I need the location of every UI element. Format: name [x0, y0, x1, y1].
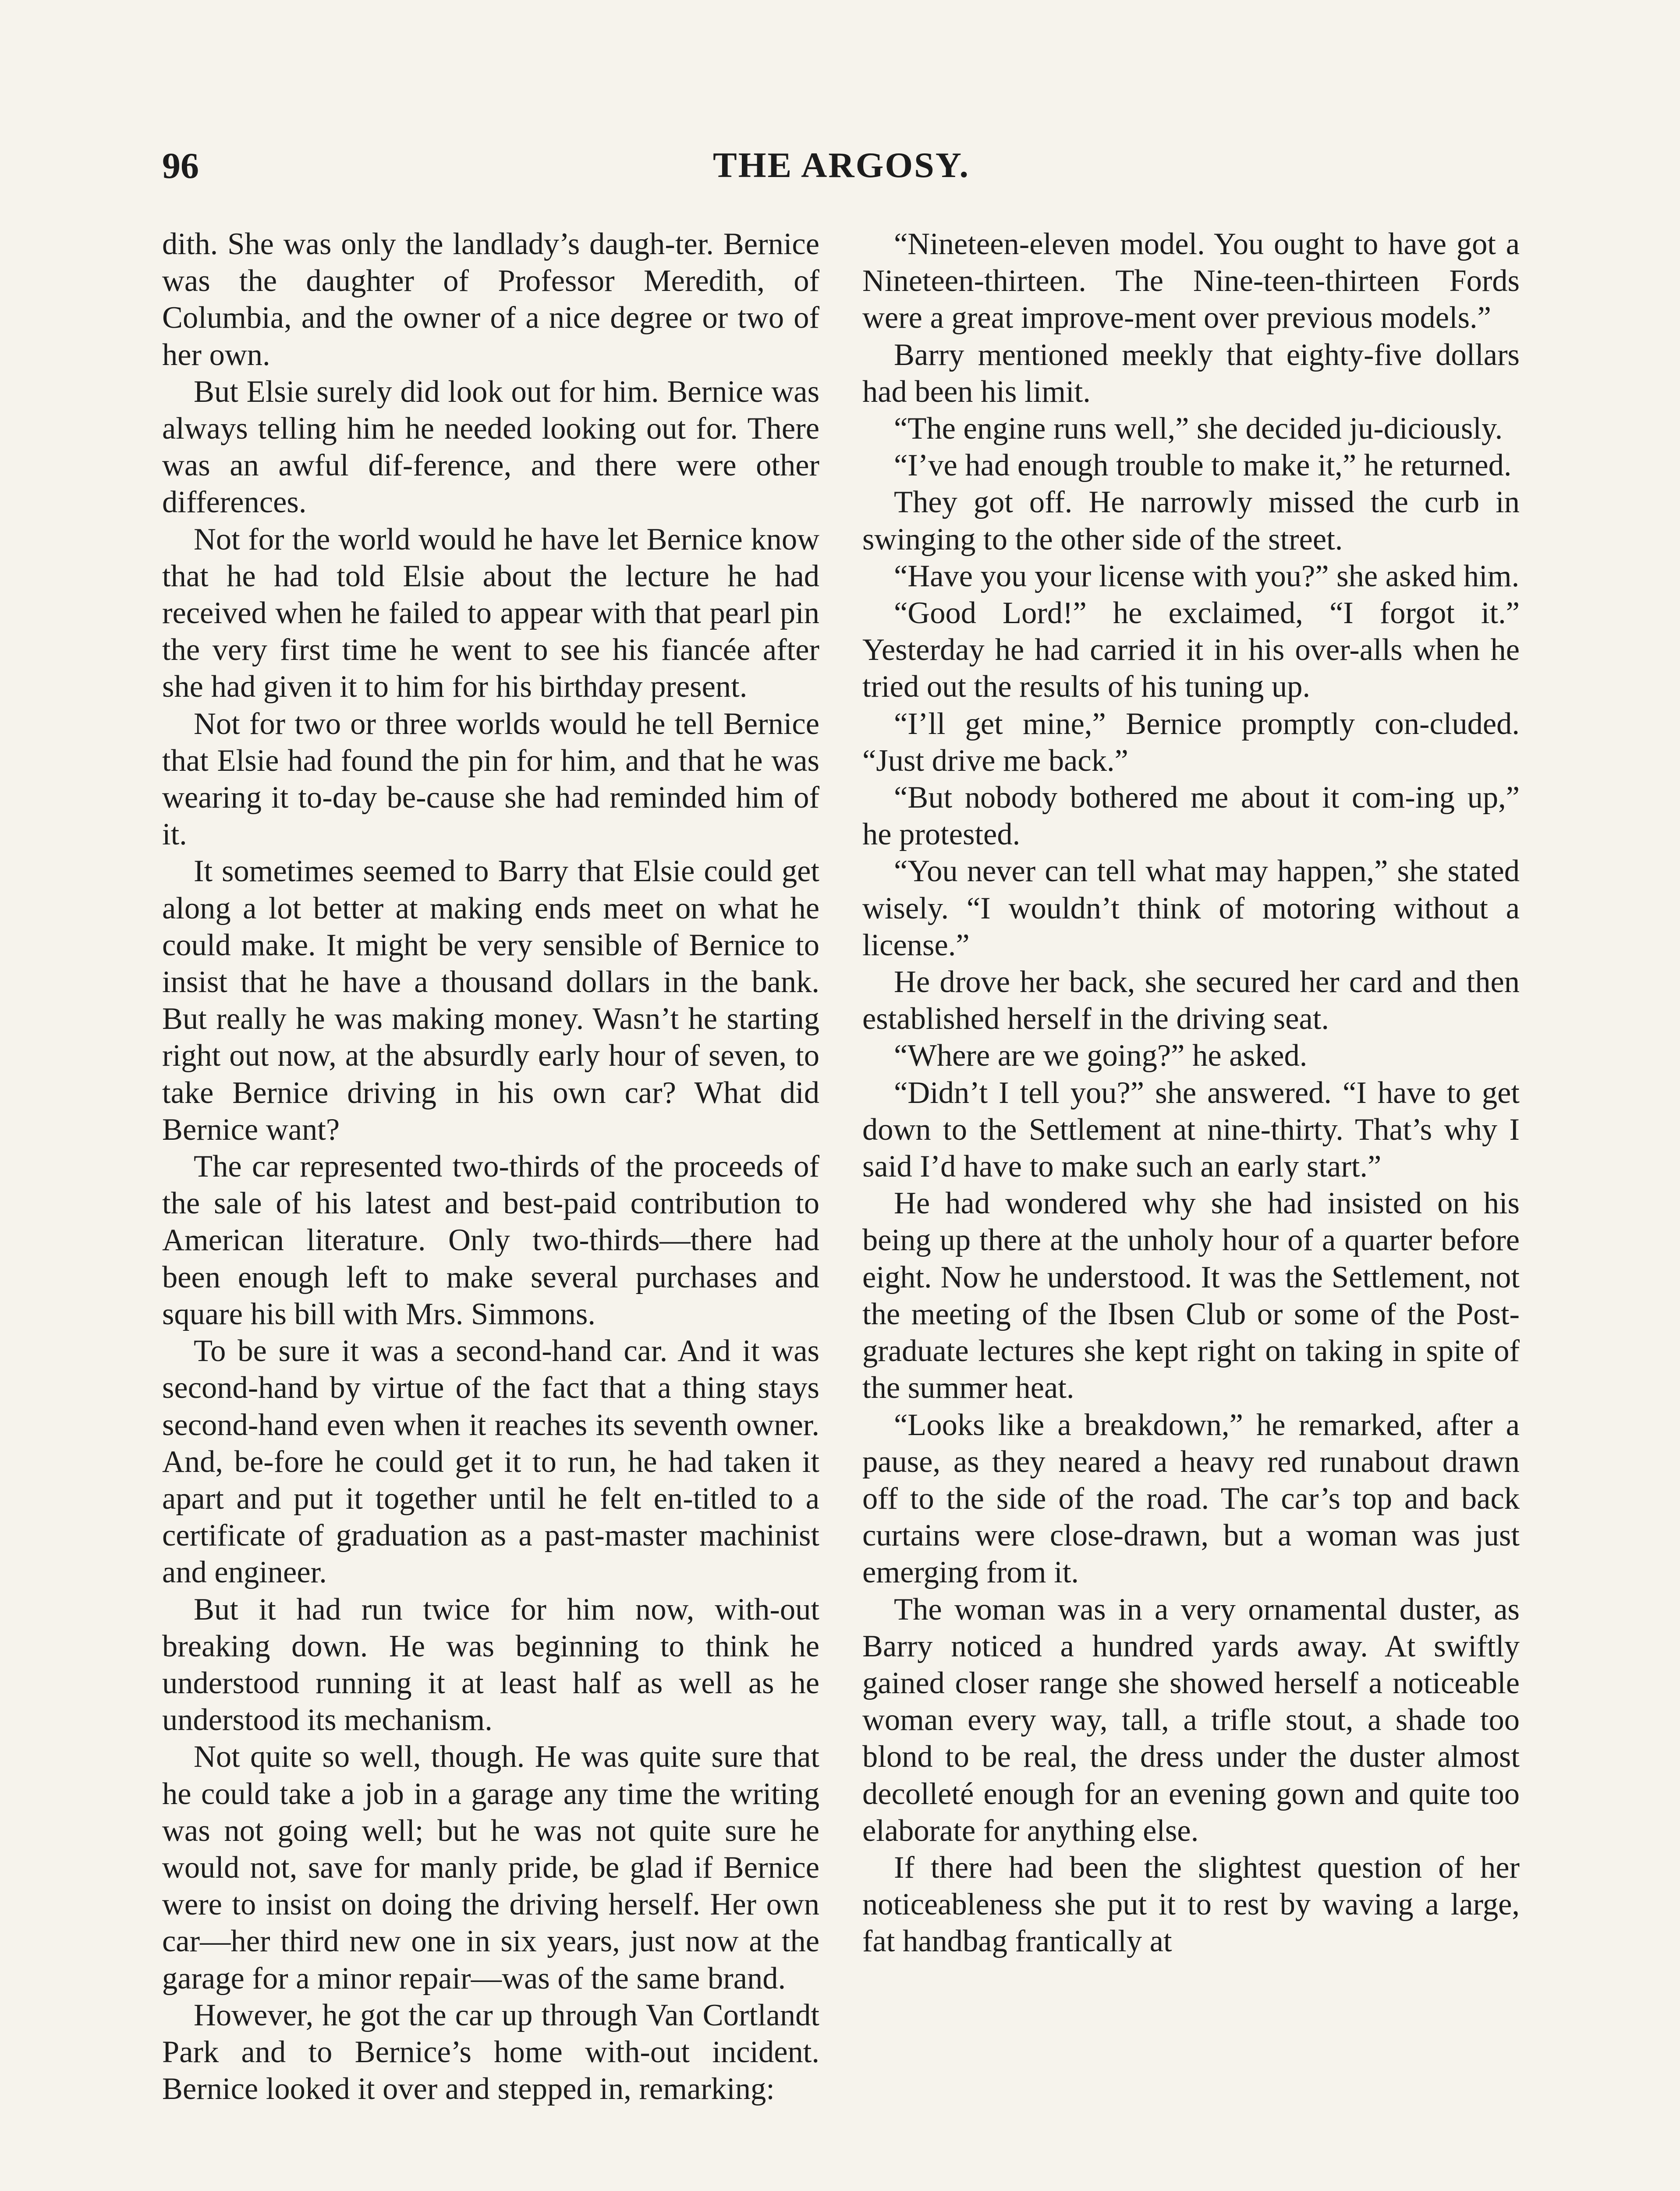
paragraph: Barry mentioned meekly that eighty-five dollars had been his limit. — [862, 337, 1520, 409]
page-header — [162, 145, 1521, 197]
paragraph: To be sure it was a second-hand car. And it was second-hand by virtue of the fact that a thing stays second-hand even when it reaches its seventh owner. And, be-fore he could get it to run, he had taken it apart and put it together until he felt en-titled to a certificate of graduation as a past-master machinist and engineer. — [162, 1334, 819, 1590]
page-number: 96 — [162, 145, 199, 186]
paragraph: “Good Lord!” he exclaimed, “I forgot it.” Yesterday he had carried it in his over-alls when he tried out the results of his tuning up. — [862, 596, 1520, 704]
paragraph: “Have you your license with you?” she asked him. — [894, 559, 1520, 593]
paragraph: “Looks like a breakdown,” he remarked, after a pause, as they neared a heavy red runabout drawn off to the side of the road. The car’s top and back curtains were close-drawn, but a woman was just emerging from it. — [862, 1407, 1520, 1590]
paragraph: They got off. He narrowly missed the curb in swinging to the other side of the street. — [862, 485, 1520, 557]
paragraph: However, he got the car up through Van Cortlandt Park and to Bernice’s home with-out incident. Bernice looked it over and stepped in, remarking: — [162, 1998, 819, 2106]
paragraph: “But nobody bothered me about it com-ing up,” he protested. — [862, 780, 1520, 852]
paragraph: But it had run twice for him now, with-out breaking down. He was beginning to think he understood running it at least half as well as he understood its mechanism. — [162, 1592, 819, 1737]
paragraph: “Where are we going?” he asked. — [894, 1039, 1308, 1073]
paragraph: He had wondered why she had insisted on his being up there at the unholy hour of a quarter before eight. Now he understood. It was the Settlement, not the meeting of the Ibsen Club or some of the Post-graduate lectures she kept right on taking in spite of the summer heat. — [862, 1186, 1520, 1405]
paragraph: But Elsie surely did look out for him. Bernice was always telling him he needed looking out for. There was an awful dif-ference, and there were other differences. — [162, 374, 819, 520]
paragraph: Not quite so well, though. He was quite sure that he could take a job in a garage any time the writing was not going well; but he was not quite sure he would not, save for manly pride, be glad if Bernice were to insist on doing the driving herself. Her own car—her third new one in six years, just now at the garage for a minor repair—was of the same brand. — [162, 1740, 819, 1996]
paragraph: “I’ve had enough trouble to make it,” he returned. — [894, 448, 1512, 483]
paragraph: It sometimes seemed to Barry that Elsie could get along a lot better at making ends meet on what he could make. It might be very sensible of Bernice to insist that he have a thousand dollars in the bank. But really he was making money. Wasn’t he starting right out now, at the absurdly early hour of seven, to take Bernice driving in his own car? What did Bernice want? — [162, 854, 819, 1147]
paragraph: dith. She was only the landlady’s daugh-ter. Bernice was the daughter of Professor Meredith, of Columbia, and the owner of a nice degree or two of her own. — [162, 227, 819, 372]
magazine-title: THE ARGOSY. — [713, 145, 970, 185]
paragraph: “Didn’t I tell you?” she answered. “I have to get down to the Settlement at nine-thirty. That’s why I said I’d have to make such an early start.” — [862, 1075, 1520, 1184]
paragraph: “I’ll get mine,” Bernice promptly con-cluded. “Just drive me back.” — [862, 706, 1520, 778]
paragraph: “The engine runs well,” she decided ju-diciously. — [894, 411, 1503, 446]
paragraph: “Nineteen-eleven model. You ought to have got a Nineteen-thirteen. The Nine-teen-thirteen Fords were a great improve-ment over previous models.” — [862, 227, 1520, 335]
right-column — [862, 226, 1520, 1960]
paragraph: Not for the world would he have let Bernice know that he had told Elsie about the lecture he had received when he failed to appear with that pearl pin the very first time he went to see his fiancée after she had given it to him for his birthday present. — [162, 522, 819, 704]
paragraph: “You never can tell what may happen,” she stated wisely. “I wouldn’t think of motoring without a license.” — [862, 854, 1520, 962]
paragraph: Not for two or three worlds would he tell Bernice that Elsie had found the pin for him, and that he was wearing it to-day be-cause she had reminded him of it. — [162, 706, 819, 852]
paragraph: The woman was in a very ornamental duster, as Barry noticed a hundred yards away. At swiftly gained closer range she showed herself a noticeable woman every way, tall, a trifle stout, a shade too blond to be real, the dress under the duster almost decolleté enough for an evening gown and quite too elaborate for anything else. — [862, 1592, 1520, 1848]
left-column — [162, 226, 819, 2107]
paragraph: If there had been the slightest question of her noticeableness she put it to rest by waving a large, fat handbag frantically at — [862, 1850, 1520, 1959]
paragraph: He drove her back, she secured her card and then established herself in the driving seat. — [862, 965, 1520, 1036]
paragraph: The car represented two-thirds of the proceeds of the sale of his latest and best-paid contribution to American literature. Only two-thirds—there had been enough left to make several purchases and square his bill with Mrs. Simmons. — [162, 1149, 819, 1331]
